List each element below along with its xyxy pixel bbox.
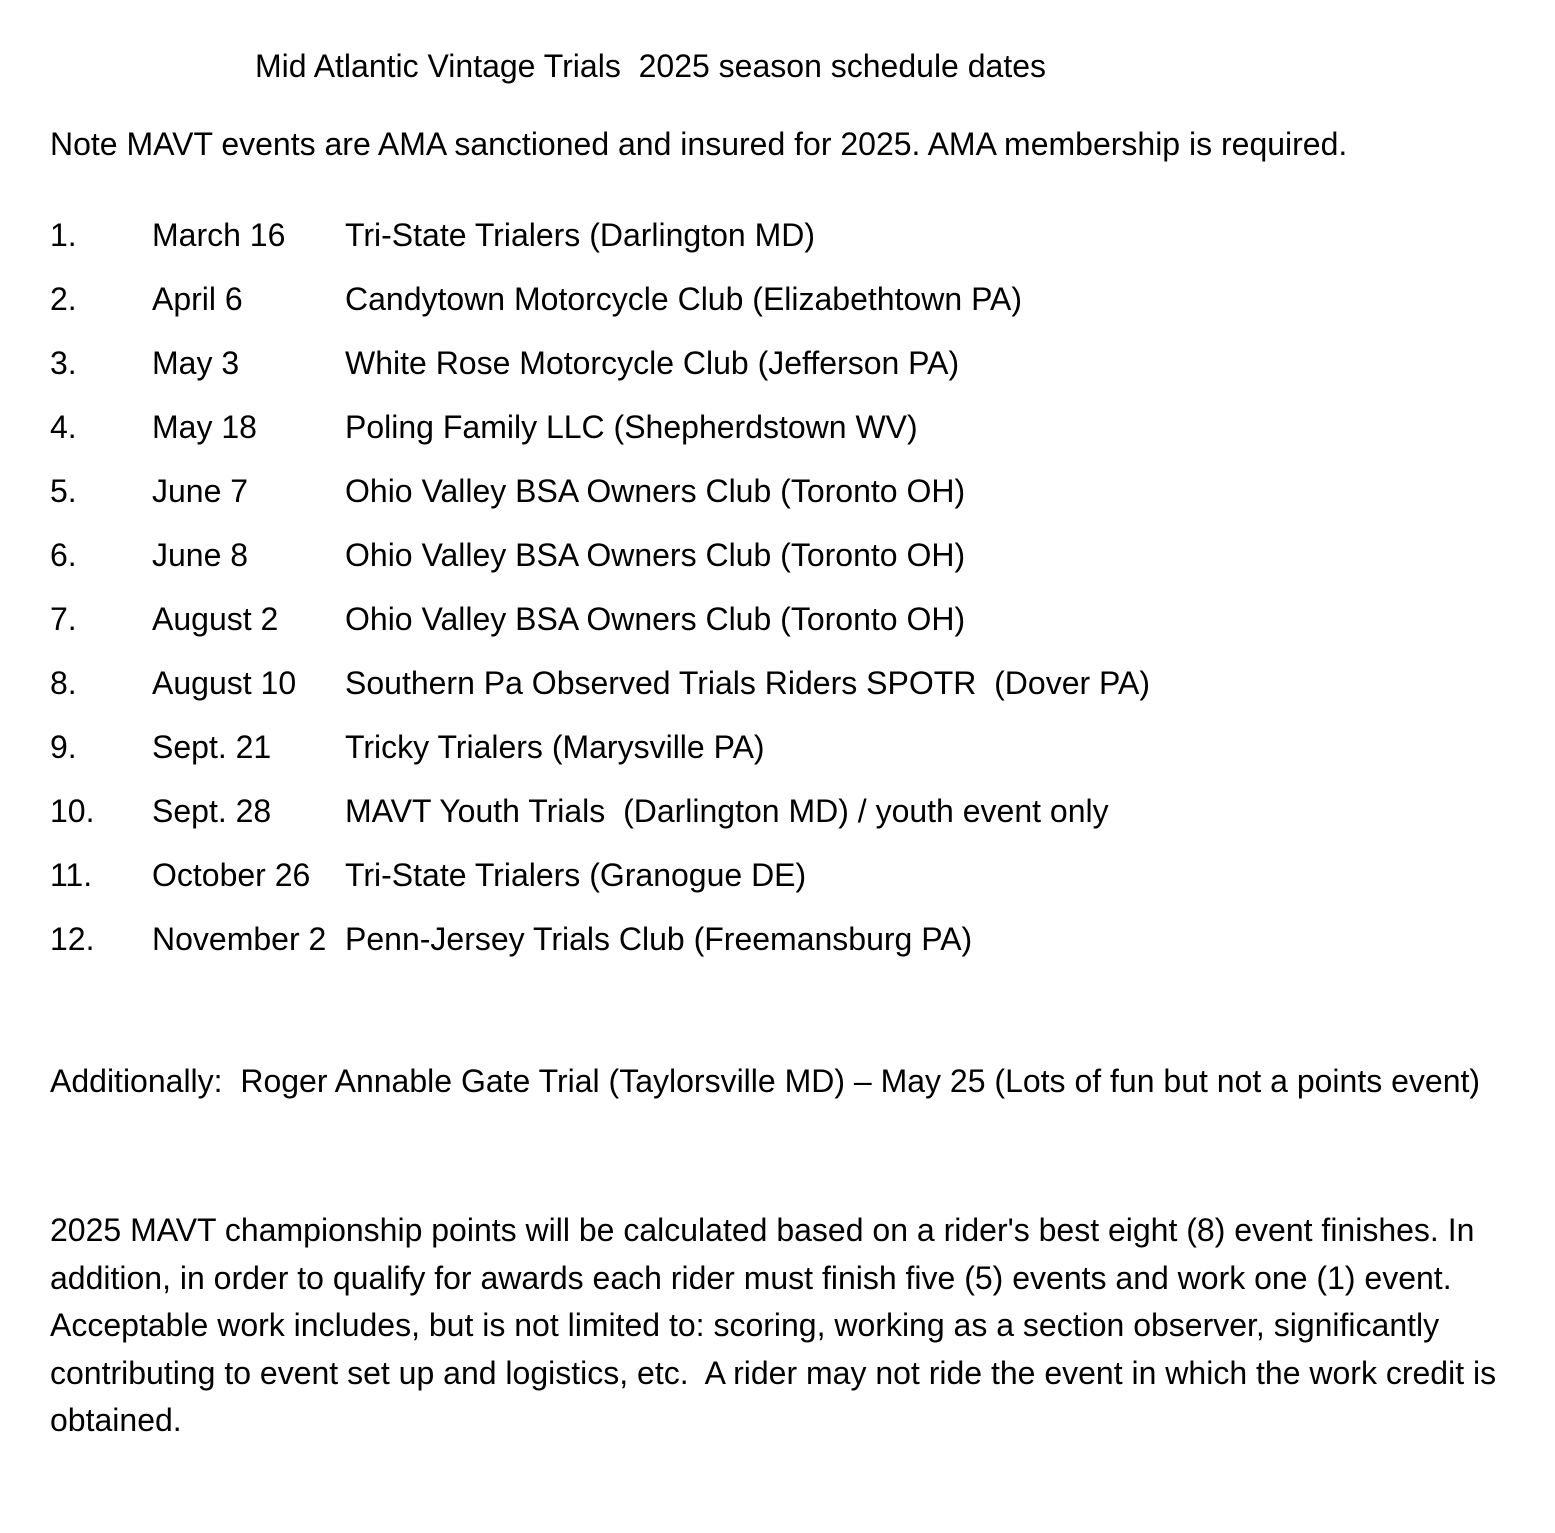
event-date: Sept. 28	[152, 793, 272, 829]
event-number: 1.	[50, 217, 77, 253]
schedule-row	[50, 659, 1540, 707]
event-date: May 18	[152, 409, 257, 445]
schedule-row	[50, 403, 1540, 451]
event-number: 3.	[50, 345, 77, 381]
event-number: 4.	[50, 409, 77, 445]
event-name: Ohio Valley BSA Owners Club (Toronto OH)	[345, 537, 966, 573]
schedule-row	[50, 211, 1540, 259]
schedule-row	[50, 787, 1540, 835]
event-number: 10.	[50, 793, 95, 829]
event-number: 6.	[50, 537, 77, 573]
event-date: August 10	[152, 665, 297, 701]
page-title: Mid Atlantic Vintage Trials 2025 season schedule dates	[255, 48, 1047, 84]
event-number: 2.	[50, 281, 77, 317]
schedule-row	[50, 723, 1540, 771]
schedule-row	[50, 467, 1540, 515]
schedule-row	[50, 531, 1540, 579]
event-name: Poling Family LLC (Shepherdstown WV)	[345, 409, 918, 445]
event-name: Southern Pa Observed Trials Riders SPOTR (Dover PA)	[345, 665, 1151, 701]
event-name: White Rose Motorcycle Club (Jefferson PA)	[345, 345, 960, 381]
event-date: November 2	[152, 921, 327, 957]
schedule-list	[50, 211, 1540, 963]
event-name: Ohio Valley BSA Owners Club (Toronto OH)	[345, 473, 966, 509]
event-name: Tricky Trialers (Marysville PA)	[345, 729, 765, 765]
schedule-row	[50, 851, 1540, 899]
schedule-row	[50, 275, 1540, 323]
event-number: 12.	[50, 921, 95, 957]
event-name: Tri-State Trialers (Granogue DE)	[345, 857, 807, 893]
event-name: MAVT Youth Trials (Darlington MD) / youth event only	[345, 793, 1109, 829]
event-name: Tri-State Trialers (Darlington MD)	[345, 217, 816, 253]
sanction-note: Note MAVT events are AMA sanctioned and insured for 2025. AMA membership is required.	[50, 126, 1348, 162]
event-name: Candytown Motorcycle Club (Elizabethtown PA)	[345, 281, 1023, 317]
championship-points-rules: 2025 MAVT championship points will be calculated based on a rider's best eight (8) event finishes. In addition, in order to qualify for awards each rider must finish five (5) events and work one (1) event. Acceptable work includes, but is not limited to: scoring, working as a section observer, significantly contributing to event set up and logistics, etc. A rider may not ride the event in which the work credit is obtained.	[50, 1212, 1505, 1438]
schedule-row	[50, 915, 1540, 963]
event-date: June 7	[152, 473, 249, 509]
event-date: June 8	[152, 537, 249, 573]
event-number: 9.	[50, 729, 77, 765]
event-number: 11.	[50, 857, 93, 893]
event-name: Ohio Valley BSA Owners Club (Toronto OH)	[345, 601, 966, 637]
event-date: October 26	[152, 857, 311, 893]
schedule-row	[50, 339, 1540, 387]
event-date: August 2	[152, 601, 279, 637]
event-date: Sept. 21	[152, 729, 272, 765]
additional-event-note: Additionally: Roger Annable Gate Trial (Taylorsville MD) – May 25 (Lots of fun but not a points event)	[50, 1063, 1481, 1099]
event-date: April 6	[152, 281, 243, 317]
event-date: May 3	[152, 345, 240, 381]
event-number: 5.	[50, 473, 77, 509]
event-number: 8.	[50, 665, 77, 701]
schedule-row	[50, 595, 1540, 643]
event-name: Penn-Jersey Trials Club (Freemansburg PA)	[345, 921, 973, 957]
event-date: March 16	[152, 217, 286, 253]
event-number: 7.	[50, 601, 77, 637]
